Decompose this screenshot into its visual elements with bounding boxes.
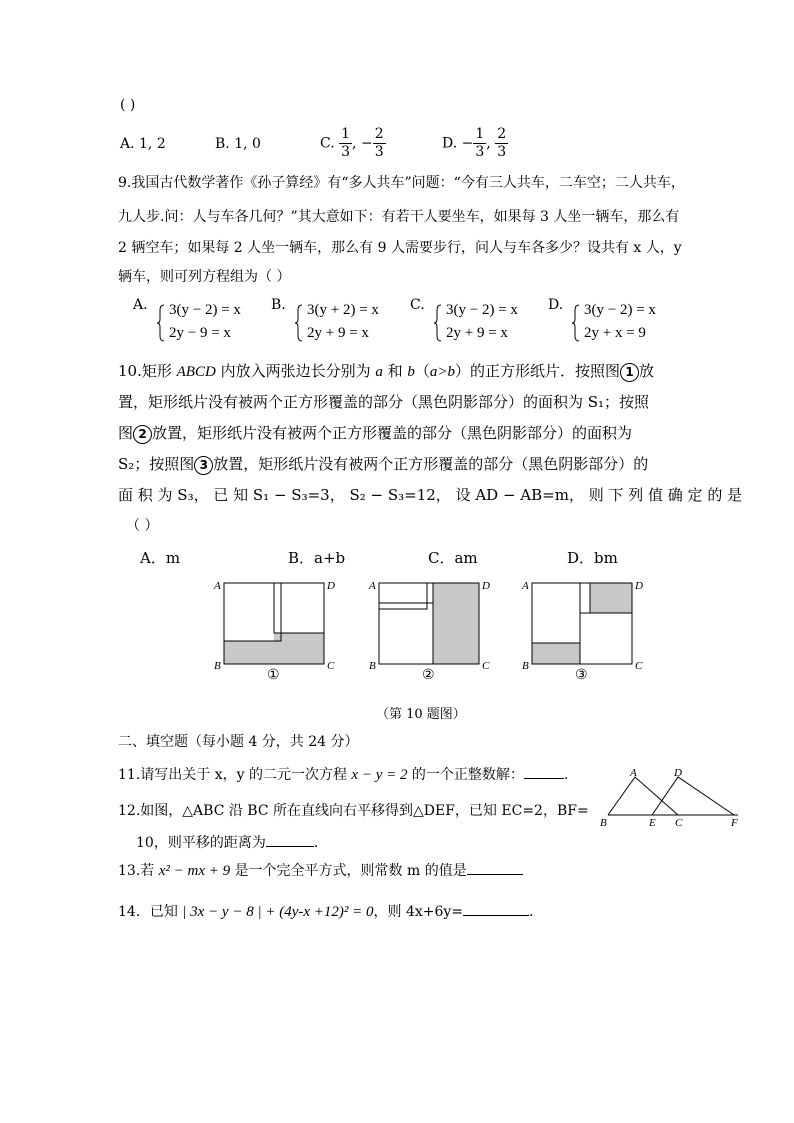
label-c: C xyxy=(482,660,490,672)
square-a xyxy=(532,583,580,643)
q9-line-1: 9.我国古代数学著作《孙子算经》有“多人共车”问题：“今有三人共车，二车空；二人共车， xyxy=(118,175,685,191)
circled-number: 1 xyxy=(620,363,639,382)
label-a: A xyxy=(522,580,529,592)
q9-option-b-label: B. xyxy=(271,297,286,313)
triangle-abc xyxy=(608,777,678,815)
q12-line-2: 10，则平移的距离为 . xyxy=(136,832,318,852)
q9-line-4: 辆车，则可列方程组为（ ） xyxy=(118,269,291,285)
square-a xyxy=(379,603,433,664)
section-2-heading: 二、填空题（每小题 4 分，共 24 分） xyxy=(118,734,359,750)
q10-option-b: B．a+b xyxy=(288,549,346,567)
q8-option-c: C. $\frac{1}{3}$ , − $\frac{2}{3}$ xyxy=(320,126,384,160)
label-e: E xyxy=(649,817,656,827)
label-a: A xyxy=(630,767,637,779)
square-b xyxy=(580,613,632,664)
label-c: C xyxy=(675,817,683,827)
brace-icon xyxy=(572,304,580,342)
q10-answer-paren: （ ） xyxy=(126,518,159,534)
q10-figure-caption: （第 10 题图） xyxy=(376,707,466,722)
fraction: $\frac{2}{3}$ xyxy=(374,126,384,160)
q10-line-3: 图 2 放置，矩形纸片没有被两个正方形覆盖的部分（黑色阴影部分）的面积为 xyxy=(118,424,633,442)
q11: 11.请写出关于 x，y 的二元一次方程 x − y = 2 的一个正整数解： . xyxy=(118,764,568,784)
answer-blank[interactable] xyxy=(524,764,564,779)
shaded-region xyxy=(224,633,324,664)
label-b: B xyxy=(369,660,376,672)
q9-option-d-label: D. xyxy=(548,297,564,313)
q12-figure xyxy=(598,765,743,827)
q12-line-1: 12.如图，△ABC 沿 BC 所在直线向右平移得到△DEF，已知 EC=2，BF= xyxy=(118,803,589,819)
square-a xyxy=(224,583,281,641)
figure-1-caption: ① xyxy=(267,667,280,683)
label-d: D xyxy=(327,580,335,592)
answer-blank[interactable] xyxy=(266,832,314,847)
q9-option-a-label: A. xyxy=(133,297,148,313)
label-d: D xyxy=(635,580,643,592)
label-b: B xyxy=(600,817,607,827)
shaded-region-bottom xyxy=(532,643,580,664)
q9-line-2: 九人步.问：人与车各几何？”其大意如下：有若干人要坐车，如果每 3 人坐一辆车，那么有 xyxy=(118,209,680,225)
q8-option-d: D. − $\frac{1}{3}$ , $\frac{2}{3}$ xyxy=(442,126,507,160)
q10-line-2: 置，矩形纸片没有被两个正方形覆盖的部分（黑色阴影部分）的面积为 S₁；按照 xyxy=(118,393,650,411)
fraction: $\frac{1}{3}$ xyxy=(341,126,351,160)
shaded-region xyxy=(433,583,479,664)
q8-option-a: A. 1, 2 xyxy=(120,136,166,152)
q10-line-4: S₂；按照图 3 放置，矩形纸片没有被两个正方形覆盖的部分（黑色阴影部分）的 xyxy=(118,455,649,473)
q9-option-c-label: C. xyxy=(410,297,425,313)
answer-blank[interactable] xyxy=(463,901,529,916)
label-b: B xyxy=(214,660,221,672)
q10-line-5: 面 积 为 S₃， 已 知 S₁ − S₃=3， S₂ − S₃=12， 设 AD − AB=m， 则 下 列 值 确 定 的 是 xyxy=(118,486,743,504)
brace-icon xyxy=(295,304,303,342)
q10-line-1: 10.矩形 ABCD 内放入两张边长分别为 a 和 b（a>b）的正方形纸片．按照图 1 放 xyxy=(118,362,655,380)
q10-option-d: D．bm xyxy=(567,549,618,567)
label-c: C xyxy=(327,660,335,672)
circled-number: 2 xyxy=(133,425,152,444)
circled-number: 3 xyxy=(194,456,213,475)
fraction: $\frac{1}{3}$ xyxy=(475,126,485,160)
figure-3-caption: ③ xyxy=(575,667,588,683)
brace-icon xyxy=(434,304,442,342)
answer-blank[interactable] xyxy=(467,860,523,875)
q10-option-a: A．m xyxy=(140,549,181,567)
shaded-region-top xyxy=(590,583,632,613)
q8-answer-paren: ( ) xyxy=(120,97,136,113)
brace-icon xyxy=(157,304,165,342)
fraction: $\frac{2}{3}$ xyxy=(497,126,507,160)
q9-line-3: 2 辆空车；如果每 2 人坐一辆车，那么有 9 人需要步行，问人与车各多少？设共有 x 人，y xyxy=(118,240,682,256)
label-b: B xyxy=(522,660,529,672)
figure-2-caption: ② xyxy=(422,667,435,683)
label-d: D xyxy=(482,580,490,592)
q10-option-c: C．am xyxy=(428,549,478,567)
triangle-def xyxy=(652,777,734,815)
label-a: A xyxy=(369,580,376,592)
label-a: A xyxy=(214,580,221,592)
label-c: C xyxy=(635,660,643,672)
q8-option-b: B. 1, 0 xyxy=(215,136,261,152)
q14: 14．已知 | 3x − y − 8 | + (4y-x +12)² = 0，则 4x+6y= . xyxy=(118,901,533,921)
label-f: F xyxy=(731,817,738,827)
label-d: D xyxy=(674,767,682,779)
q13: 13.若 x² − mx + 9 是一个完全平方式，则常数 m 的值是 xyxy=(118,860,523,880)
